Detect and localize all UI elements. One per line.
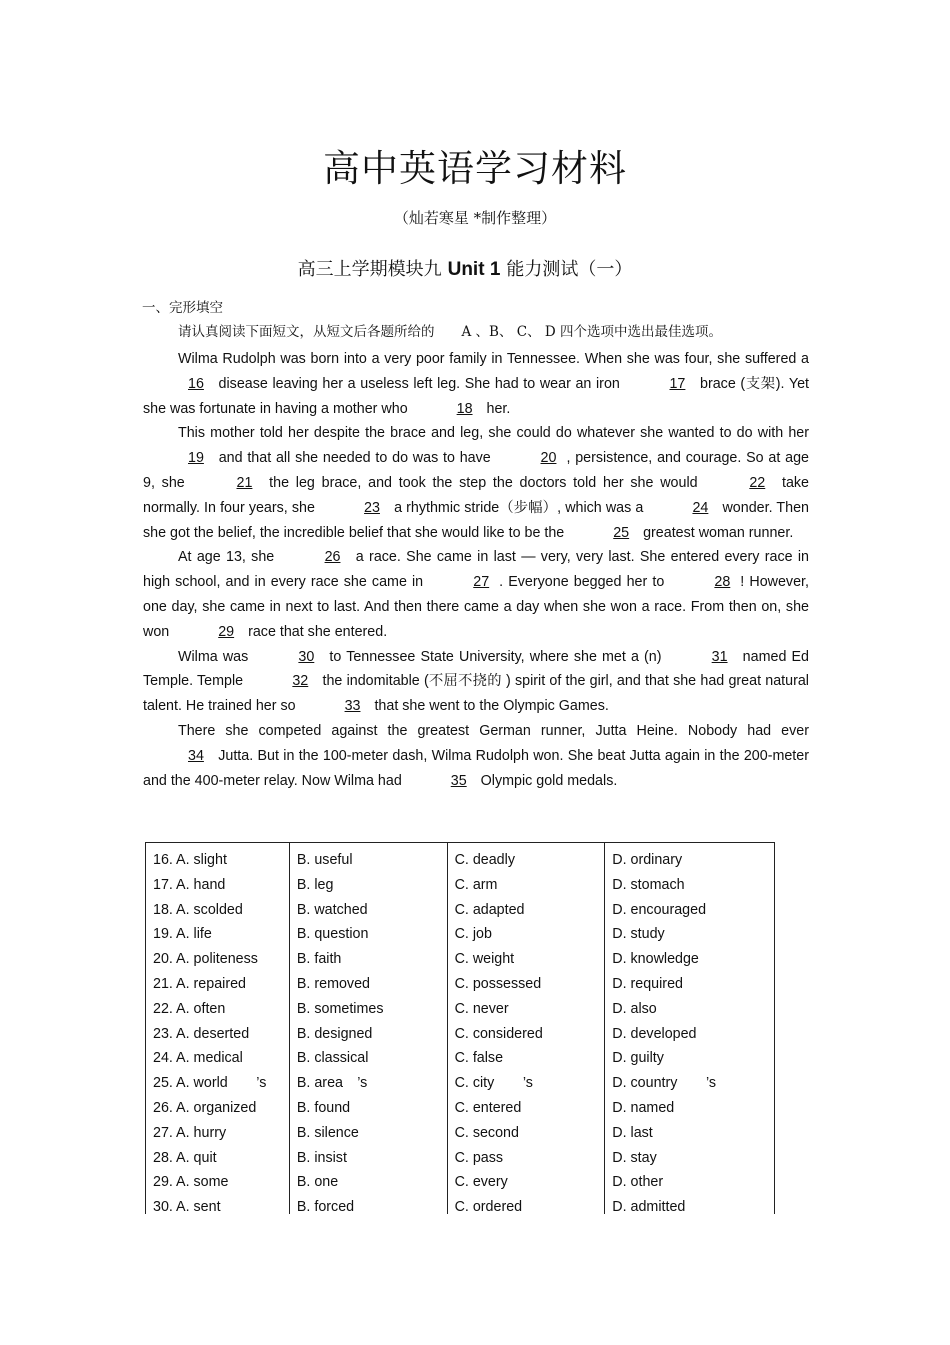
blank-25: 25: [613, 524, 630, 541]
blank-28: 28: [714, 574, 731, 591]
option-d-25: D. country ’s: [612, 1075, 717, 1092]
instruction-text: 请认真阅读下面短文，从短文后各题所给的 A 、B、 C、 D 四个选项中选出最佳选项。: [178, 324, 722, 340]
option-c-27: C. second: [454, 1124, 519, 1141]
blank-31: 31: [711, 648, 728, 665]
option-b-28: B. insist: [296, 1149, 347, 1166]
option-c-20: C. weight: [454, 951, 515, 968]
option-b-16: B. useful: [296, 852, 353, 868]
blank-17: 17: [669, 375, 686, 392]
document-subtitle: （灿若寒星 *制作整理）: [393, 209, 557, 227]
blank-26: 26: [324, 549, 341, 566]
option-a-22: 22. A. often: [153, 1000, 226, 1017]
blank-20: 20: [540, 450, 557, 467]
blank-19: 19: [188, 450, 204, 467]
passage-text: race that she entered.: [244, 623, 388, 640]
option-b-19: B. question: [296, 926, 369, 943]
blank-32: 32: [292, 673, 309, 690]
option-b-17: B. leg: [296, 876, 334, 893]
paragraph-3: [143, 545, 809, 644]
option-a-29: 29. A. some: [153, 1174, 229, 1191]
option-d-20: D. knowledge: [612, 951, 699, 968]
passage-text: . Everyone begged her to: [499, 574, 670, 591]
option-d-19: D. study: [612, 926, 665, 943]
paragraph-4: [143, 645, 809, 719]
passage-text: There she competed against the greatest German runner, Jutta Heine. Nobody had ever: [178, 722, 809, 739]
passage-text: Wilma was: [178, 648, 254, 665]
blank-35: 35: [450, 772, 467, 789]
option-d-18: D. encouraged: [612, 901, 707, 918]
passage-text: ! However, one day, she came in next to last. And then there came a day when she won a race. From then on, she won: [143, 574, 809, 640]
blank-24: 24: [692, 499, 709, 516]
paragraph-5: [143, 719, 809, 793]
option-d-24: D. guilty: [612, 1050, 664, 1067]
option-a-26: 26. A. organized: [153, 1099, 257, 1116]
options-column-b: [289, 843, 447, 1215]
passage-text: her.: [482, 400, 511, 417]
heading-prefix: 高三上学期模块九: [297, 259, 442, 280]
option-b-26: B. found: [296, 1099, 351, 1116]
option-b-22: B. sometimes: [296, 1000, 384, 1017]
passage-text: , persistence, and courage. So at age 9, she: [143, 450, 809, 491]
option-c-16: C. deadly: [454, 852, 515, 868]
section-label: 一、完形填空: [142, 300, 223, 316]
option-c-26: C. entered: [454, 1099, 522, 1116]
option-d-29: D. other: [612, 1174, 664, 1191]
passage-text: wonder. Then she got the belief, the incredible belief that she would like to be the: [143, 499, 809, 541]
passage-text: named Ed Temple. Temple: [143, 648, 810, 690]
option-d-28: D. stay: [612, 1149, 657, 1166]
option-c-21: C. possessed: [454, 975, 542, 992]
passage-text: a race. She came in last — very, very last. She entered every race in high school, and in every race she came in: [143, 549, 809, 591]
heading-suffix: 能力测试（一）: [506, 259, 633, 280]
passage-text: Olympic gold medals.: [476, 772, 618, 789]
option-a-17: 17. A. hand: [153, 876, 226, 893]
option-b-23: B. designed: [296, 1025, 373, 1042]
passage-text: and that all she needed to do was to have: [213, 450, 496, 467]
option-a-24: 24. A. medical: [153, 1050, 243, 1067]
option-c-17: C. arm: [454, 876, 498, 893]
heading-unit: Unit 1: [447, 259, 501, 280]
option-a-30: 30. A. sent: [153, 1199, 221, 1214]
passage-text: the indomitable (不屈不挠的 ) spirit of the girl, and that she had great natural talent. He trained her so: [143, 673, 809, 715]
paragraph-1: [143, 347, 809, 421]
passage-text: At age 13, she: [178, 549, 280, 566]
option-c-25: C. city ’s: [454, 1075, 533, 1092]
passage-text: the leg brace, and took the step the doctors told her she would: [262, 474, 705, 491]
options-table: [145, 842, 775, 1214]
blank-18: 18: [456, 400, 473, 417]
blank-23: 23: [364, 499, 380, 516]
passage-text: Wilma Rudolph was born into a very poor family in Tennessee. When she was four, she suffered a: [178, 351, 809, 367]
option-b-29: B. one: [296, 1174, 339, 1191]
option-a-20: 20. A. politeness: [153, 951, 258, 968]
blank-33: 33: [344, 698, 361, 715]
option-d-30: D. admitted: [612, 1199, 686, 1214]
cloze-passage: [143, 347, 809, 793]
option-c-22: C. never: [454, 1000, 509, 1017]
passage-text: take normally. In four years, she: [143, 474, 810, 516]
option-a-25: 25. A. world ’s: [153, 1075, 267, 1092]
option-b-24: B. classical: [296, 1050, 369, 1067]
option-c-23: C. considered: [454, 1025, 543, 1042]
option-d-22: D. also: [612, 1000, 657, 1017]
option-b-25: B. area ’s: [296, 1075, 368, 1092]
option-a-23: 23. A. deserted: [153, 1025, 250, 1042]
option-b-21: B. removed: [296, 975, 370, 992]
option-a-19: 19. A. life: [153, 926, 212, 943]
paragraph-2: [143, 421, 809, 545]
option-b-18: B. watched: [296, 901, 368, 918]
passage-text: to Tennessee State University, where she met a (n): [324, 648, 667, 665]
option-c-18: C. adapted: [454, 901, 525, 918]
blank-27: 27: [473, 574, 490, 591]
option-c-29: C. every: [454, 1174, 508, 1191]
option-a-21: 21. A. repaired: [153, 975, 246, 992]
option-c-28: C. pass: [454, 1149, 504, 1166]
options-column-c: [447, 843, 605, 1215]
option-b-27: B. silence: [296, 1124, 359, 1141]
document-title: 高中英语学习材料: [323, 147, 627, 190]
option-b-30: B. forced: [296, 1199, 355, 1214]
option-c-24: C. false: [454, 1050, 504, 1067]
passage-text: This mother told her despite the brace and leg, she could do whatever she wanted to do with her: [178, 425, 809, 442]
option-b-20: B. faith: [296, 951, 342, 968]
options-table-wrapper: [145, 842, 777, 1214]
option-a-28: 28. A. quit: [153, 1149, 217, 1166]
option-d-16: D. ordinary: [612, 852, 683, 868]
option-c-30: C. ordered: [454, 1199, 523, 1214]
passage-text: disease leaving her a useless left leg. She had to wear an iron: [213, 375, 625, 392]
blank-16: 16: [188, 375, 204, 392]
passage-text: a rhythmic stride（步幅）, which was a: [389, 499, 648, 516]
passage-text: Jutta. But in the 100-meter dash, Wilma Rudolph won. She beat Jutta again in the 200-meter and the 400-meter relay. Now Wilma had: [143, 747, 809, 789]
option-d-21: D. required: [612, 975, 683, 992]
passage-text: greatest woman runner.: [639, 524, 794, 541]
test-heading: [0, 255, 930, 281]
option-a-16: 16. A. slight: [153, 852, 227, 868]
option-d-23: D. developed: [612, 1025, 697, 1042]
option-d-26: D. named: [612, 1099, 675, 1116]
options-column-d: [605, 843, 775, 1215]
blank-29: 29: [218, 623, 235, 640]
option-d-17: D. stomach: [612, 876, 685, 893]
passage-text: that she went to the Olympic Games.: [370, 698, 609, 715]
blank-34: 34: [188, 747, 204, 764]
blank-22: 22: [749, 474, 766, 491]
options-column-a: [146, 843, 290, 1215]
passage-text: brace (支架). Yet she was fortunate in having a mother who: [143, 375, 809, 417]
option-d-27: D. last: [612, 1124, 653, 1141]
blank-30: 30: [298, 648, 315, 665]
option-c-19: C. job: [454, 926, 492, 943]
option-a-27: 27. A. hurry: [153, 1124, 227, 1141]
option-a-18: 18. A. scolded: [153, 901, 243, 918]
blank-21: 21: [236, 474, 253, 491]
